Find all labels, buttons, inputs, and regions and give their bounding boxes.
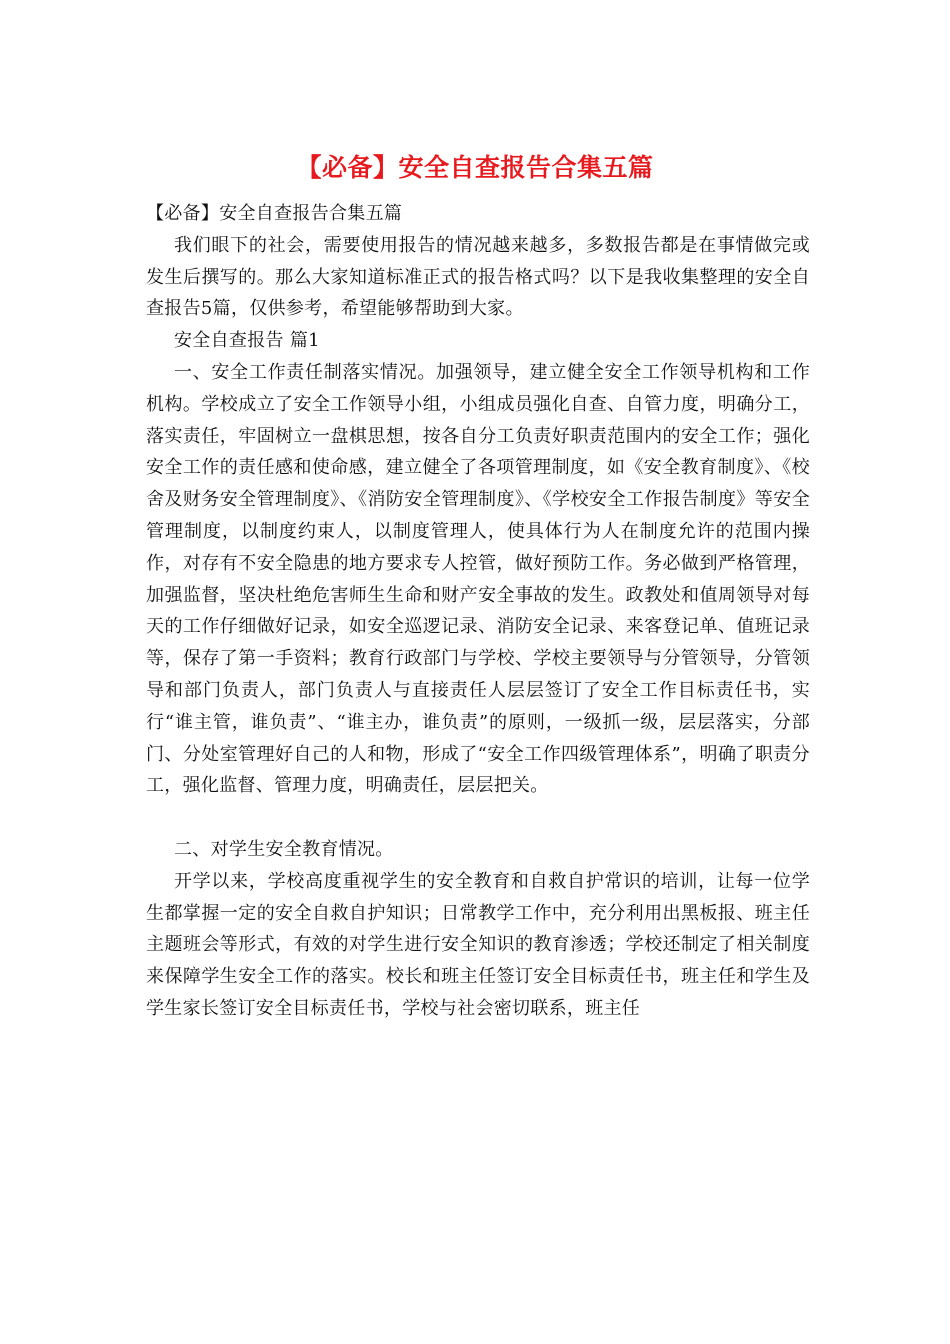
document-title: 【必备】安全自查报告合集五篇 [296, 153, 654, 182]
section-1-heading: 安全自查报告 篇1 [174, 330, 320, 352]
section-2-paragraph: 开学以来，学校高度重视学生的安全教育和自救自护常识的培训，让每一位学生都掌握一定的安全自救自护知识；日常教学工作中，充分利用出黑板报、班主任主题班会等形式，有效的对学生进行安全知识的教育渗透；学校还制定了相关制度来保障学生安全工作的落实。校长和班主任签订安全目标责任书，班主任和学生及学生家长签订安全目标责任书，学校与社会密切联系，班主任 [146, 870, 810, 1019]
document-subtitle: 【必备】安全自查报告合集五篇 [146, 203, 403, 224]
document-body [146, 198, 810, 1025]
section-1-paragraph: 一、安全工作责任制落实情况。加强领导，建立健全安全工作领导机构和工作机构。学校成立了安全工作领导小组，小组成员强化自查、自管力度，明确分工，落实责任，牢固树立一盘棋思想，按各自分工负责好职责范围内的安全工作；强化安全工作的责任感和使命感，建立健全了各项管理制度，如《安全教育制度》、《校舍及财务安全管理制度》、《消防安全管理制度》、《学校安全工作报告制度》等安全管理制度，以制度约束人，以制度管理人，使具体行为人在制度允许的范围内操作，对存有不安全隐患的地方要求专人控管，做好预防工作。务必做到严格管理，加强监督，坚决杜绝危害师生生命和财产安全事故的发生。政教处和值周领导对每天的工作仔细做好记录，如安全巡逻记录、消防安全记录、来客登记单、值班记录等，保存了第一手资料；教育行政部门与学校、学校主要领导与分管领导，分管领导和部门负责人，部门负责人与直接责任人层层签订了安全工作目标责任书，实行“谁主管，谁负责”、“谁主办，谁负责”的原则，一级抓一级，层层落实，分部门、分处室管理好自己的人和物，形成了“安全工作四级管理体系”，明确了职责分工，强化监督、管理力度，明确责任，层层把关。 [146, 361, 810, 797]
section-2-heading: 二、对学生安全教育情况。 [174, 838, 394, 860]
intro-paragraph: 我们眼下的社会，需要使用报告的情况越来越多，多数报告都是在事情做完或发生后撰写的。那么大家知道标准正式的报告格式吗？以下是我收集整理的安全自查报告5篇，仅供参考，希望能够帮助到大家。 [146, 234, 810, 320]
